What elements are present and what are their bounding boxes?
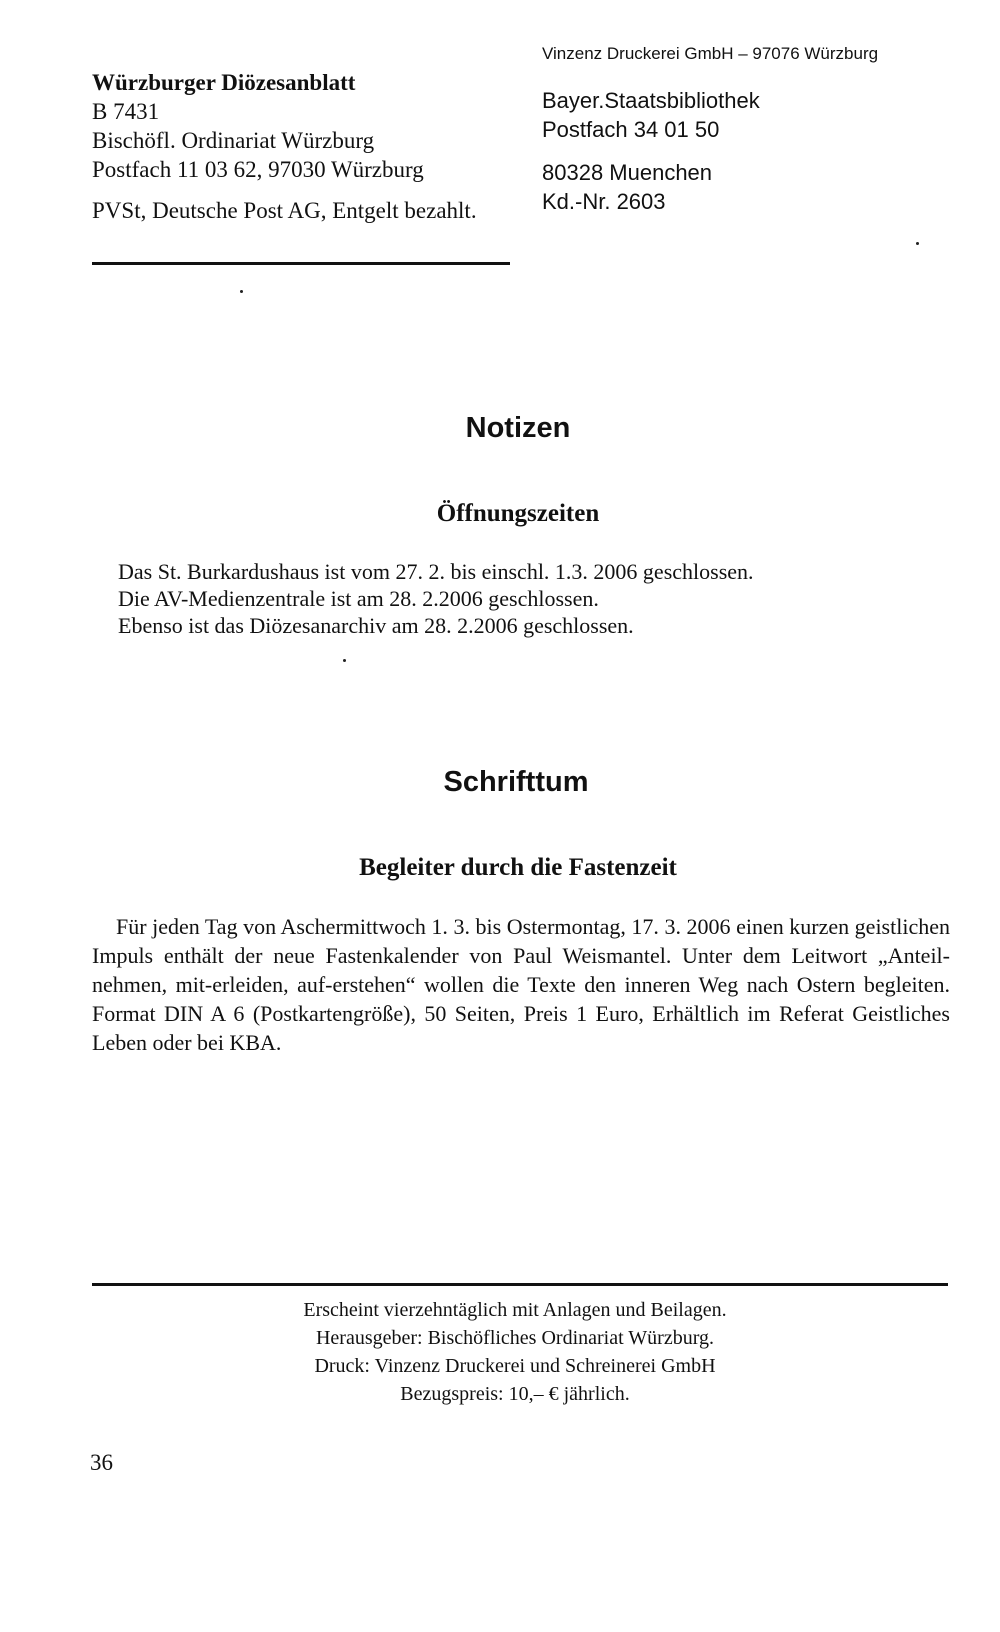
scan-speck: [343, 659, 346, 662]
notiz-line: Das St. Burkardushaus ist vom 27. 2. bis einschl. 1.3. 2006 geschlossen.: [118, 559, 754, 584]
scan-edge-fragment: [360, 0, 560, 4]
notiz-line: Die AV-Medienzentrale ist am 28. 2.2006 geschlossen.: [118, 586, 599, 611]
section-title-notizen: Notizen: [465, 412, 571, 444]
footer-divider: [92, 1283, 948, 1286]
sender-divider: [92, 262, 510, 265]
notiz-line: Ebenso ist das Diözesanarchiv am 28. 2.2006 geschlossen.: [118, 613, 634, 638]
postage-note: PVSt, Deutsche Post AG, Entgelt bezahlt.: [92, 198, 477, 223]
imprint-printer: Druck: Vinzenz Druckerei und Schreinerei GmbH: [314, 1355, 716, 1377]
schrifttum-paragraph: Für jeden Tag von Aschermittwoch 1. 3. bis Ostermontag, 17. 3. 2006 einen kurzen geistlichen Impuls enthält der neue Fastenkalender von Paul Weismantel. Unter dem Leitwort „Anteil-nehmen, mit-erleiden, auf-erstehen“ wollen die Texte den inneren Weg nach Ostern begleiten. Format DIN A 6 (Postkartengröße), 50 Seiten, Preis 1 Euro, Erhältlich im Referat Geistliches Leben oder bei KBA.: [92, 914, 950, 1055]
subtitle-oeffnungszeiten: Öffnungszeiten: [436, 500, 600, 527]
scan-speck: [240, 290, 243, 293]
subtitle-fastenzeit: Begleiter durch die Fastenzeit: [359, 854, 677, 881]
imprint-block: [0, 1296, 1000, 1408]
imprint-frequency: Erscheint vierzehntäglich mit Anlagen und Beilagen.: [303, 1299, 727, 1321]
sender-block: [92, 68, 532, 225]
recipient-address: [542, 86, 942, 216]
notizen-body: [118, 558, 938, 639]
publication-code: B 7431: [92, 99, 160, 124]
recipient-name: Bayer.Staatsbibliothek: [542, 88, 760, 113]
sender-postbox: Postfach 11 03 62, 97030 Würzburg: [92, 157, 424, 182]
publication-name: Würzburger Diözesanblatt: [92, 70, 356, 95]
printer-return-line: Vinzenz Druckerei GmbH – 97076 Würzburg: [542, 44, 879, 63]
imprint-publisher: Herausgeber: Bischöfliches Ordinariat Würzburg.: [315, 1327, 715, 1349]
sender-office: Bischöfl. Ordinariat Würzburg: [92, 128, 375, 153]
recipient-postbox: Postfach 34 01 50: [542, 117, 720, 142]
scan-speck: [916, 242, 919, 245]
section-title-schrifttum: Schrifttum: [443, 766, 589, 798]
customer-number: Kd.-Nr. 2603: [542, 189, 666, 214]
page-number: 36: [90, 1450, 113, 1475]
recipient-city: 80328 Muenchen: [542, 160, 713, 185]
imprint-price: Bezugspreis: 10,– € jährlich.: [400, 1383, 630, 1405]
